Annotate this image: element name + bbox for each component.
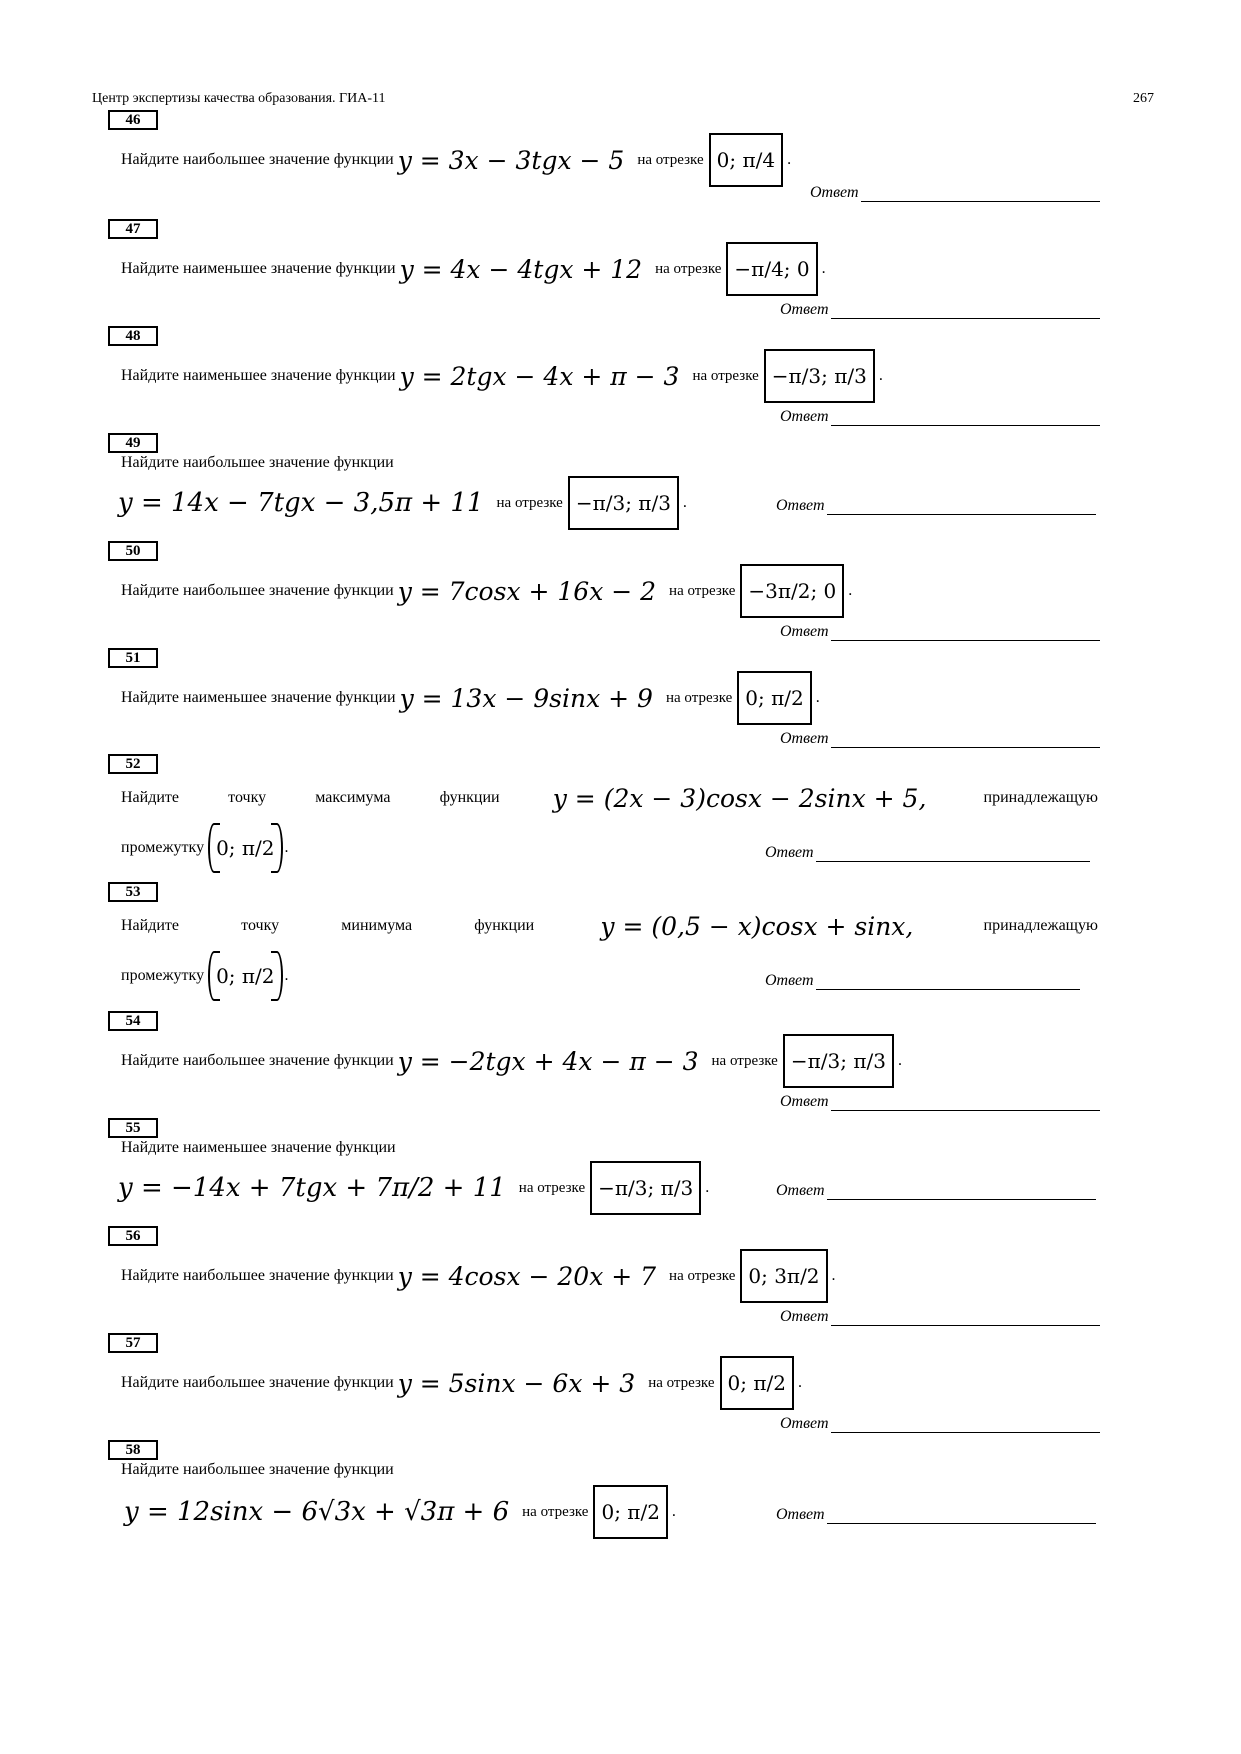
task-formula: y = 14x − 7tgx − 3,5π + 11 — [118, 488, 484, 518]
answer-field[interactable] — [780, 301, 1100, 319]
answer-label: Ответ — [780, 623, 829, 640]
task-number: 55 — [108, 1118, 158, 1138]
interval: −π/3; π/3 — [764, 349, 875, 403]
answer-label: Ответ — [780, 408, 829, 425]
word: функции — [474, 917, 535, 934]
task-formula: y = 4cosx − 20x + 7 — [397, 1261, 657, 1291]
task-formula: y = 2tgx − 4x + π − 3 — [399, 361, 680, 391]
task-56: 56 Найдите наибольшее значение функции y = 4cosx − 20x + 7 на отрезке 0; 3π/2 . Ответ — [108, 1226, 1100, 1326]
task-formula: y = (0,5 − x)cosx + sinx, — [600, 911, 914, 941]
task-number: 52 — [108, 754, 158, 774]
task-number: 58 — [108, 1440, 158, 1460]
page-number: 267 — [1133, 91, 1154, 106]
answer-line[interactable] — [831, 302, 1101, 319]
word: Найдите — [121, 789, 180, 806]
answer-line[interactable] — [827, 1507, 1097, 1524]
word: точку — [228, 789, 267, 806]
interval: 0; π/2 — [210, 823, 280, 873]
answer-label: Ответ — [765, 972, 814, 989]
answer-label: Ответ — [780, 730, 829, 747]
task-text: Найдите наибольшее значение функции — [121, 1374, 394, 1391]
answer-field[interactable] — [780, 1093, 1100, 1111]
word: точку — [241, 917, 280, 934]
answer-label: Ответ — [810, 184, 859, 201]
interval-word: промежутку — [121, 967, 205, 984]
interval: 0; π/2 — [720, 1356, 794, 1410]
task-number: 46 — [108, 110, 158, 130]
answer-label: Ответ — [780, 1415, 829, 1432]
task-formula: y = 5sinx − 6x + 3 — [397, 1368, 636, 1398]
page-header-title: Центр экспертизы качества образования. ГИА-11 — [92, 91, 386, 106]
task-text: Найдите наибольшее значение функции — [121, 454, 394, 471]
task-text: Найдите наибольшее значение функции — [121, 1267, 394, 1284]
interval: −3π/2; 0 — [740, 564, 844, 618]
word: функции — [439, 789, 500, 806]
answer-line[interactable] — [831, 1416, 1101, 1433]
answer-line[interactable] — [831, 731, 1101, 748]
task-text: Найдите наибольшее значение функции — [121, 1461, 394, 1478]
interval: −π/3; π/3 — [590, 1161, 701, 1215]
answer-label: Ответ — [776, 497, 825, 514]
answer-field[interactable] — [780, 730, 1100, 748]
word: максимума — [315, 789, 391, 806]
task-50: 50 Найдите наибольшее значение функции y = 7cosx + 16x − 2 на отрезке −3π/2; 0 . Ответ — [108, 541, 1100, 641]
answer-line[interactable] — [831, 1094, 1101, 1111]
interval: −π/4; 0 — [726, 242, 817, 296]
interval: 0; π/2 — [737, 671, 811, 725]
task-number: 54 — [108, 1011, 158, 1031]
segment-word: на отрезке — [692, 367, 759, 384]
task-formula: y = 4x − 4tgx + 12 — [399, 254, 643, 284]
answer-label: Ответ — [780, 301, 829, 318]
answer-line[interactable] — [831, 624, 1101, 641]
task-55: 55 Найдите наименьшее значение функции y = −14x + 7tgx + 7π/2 + 11 на отрезке −π/3; π/3 . Ответ — [108, 1118, 1100, 1218]
segment-word: на отрезке — [518, 1179, 586, 1196]
answer-field[interactable] — [780, 1308, 1100, 1326]
answer-label: Ответ — [776, 1506, 825, 1523]
answer-field[interactable] — [810, 184, 1100, 202]
segment-word: на отрезке — [669, 582, 736, 599]
task-53: 53 Найдите точку минимума функции y = (0,5 − x)cosx + sinx, принадлежащую промежутку 0; π/2 . Ответ — [108, 882, 1100, 1002]
task-formula: y = 12sinx − 6√3x + √3π + 6 — [124, 1497, 510, 1527]
answer-field[interactable] — [776, 497, 1096, 515]
answer-label: Ответ — [776, 1182, 825, 1199]
task-formula: y = 3x − 3tgx − 5 — [397, 145, 625, 175]
answer-field[interactable] — [776, 1182, 1096, 1200]
answer-field[interactable] — [780, 1415, 1100, 1433]
task-number: 50 — [108, 541, 158, 561]
task-formula: y = 7cosx + 16x − 2 — [397, 576, 657, 606]
task-formula: y = −2tgx + 4x − π − 3 — [397, 1046, 699, 1076]
task-formula: y = −14x + 7tgx + 7π/2 + 11 — [118, 1173, 506, 1203]
task-54: 54 Найдите наибольшее значение функции y = −2tgx + 4x − π − 3 на отрезке −π/3; π/3 . Ответ — [108, 1011, 1100, 1111]
segment-word: на отрезке — [711, 1052, 778, 1069]
task-text: Найдите наибольшее значение функции — [121, 1052, 394, 1069]
interval: 0; π/4 — [709, 133, 783, 187]
answer-line[interactable] — [831, 409, 1101, 426]
task-text: Найдите наименьшее значение функции — [121, 689, 396, 706]
task-48: 48 Найдите наименьшее значение функции y = 2tgx − 4x + π − 3 на отрезке −π/3; π/3 . Ответ — [108, 326, 1100, 426]
task-49: 49 Найдите наибольшее значение функции y = 14x − 7tgx − 3,5π + 11 на отрезке −π/3; π/3 . Ответ — [108, 433, 1100, 533]
answer-label: Ответ — [765, 844, 814, 861]
segment-word: на отрезке — [655, 260, 722, 277]
interval: −π/3; π/3 — [783, 1034, 894, 1088]
answer-field[interactable] — [780, 623, 1100, 641]
answer-field[interactable] — [765, 844, 1090, 862]
interval: 0; π/2 — [593, 1485, 667, 1539]
task-text: Найдите наименьшее значение функции — [121, 260, 396, 277]
answer-label: Ответ — [780, 1093, 829, 1110]
task-formula: y = (2x − 3)cosx − 2sinx + 5, — [552, 783, 927, 813]
word: принадлежащую — [983, 789, 1098, 806]
answer-line[interactable] — [816, 845, 1091, 862]
word: принадлежащую — [983, 917, 1098, 934]
segment-word: на отрезке — [648, 1374, 715, 1391]
answer-field[interactable] — [776, 1506, 1096, 1524]
word: Найдите — [121, 917, 180, 934]
task-text: Найдите наименьшее значение функции — [121, 367, 396, 384]
task-58: 58 Найдите наибольшее значение функции y = 12sinx − 6√3x + √3π + 6 на отрезке 0; π/2 . Ответ — [108, 1440, 1100, 1550]
interval: 0; 3π/2 — [740, 1249, 827, 1303]
answer-label: Ответ — [780, 1308, 829, 1325]
interval-word: промежутку — [121, 839, 205, 856]
task-51: 51 Найдите наименьшее значение функции y = 13x − 9sinx + 9 на отрезке 0; π/2 . Ответ — [108, 648, 1100, 748]
task-text: Найдите наибольшее значение функции — [121, 582, 394, 599]
task-number: 48 — [108, 326, 158, 346]
interval: 0; π/2 — [210, 951, 280, 1001]
task-number: 49 — [108, 433, 158, 453]
answer-line[interactable] — [827, 1183, 1097, 1200]
task-number: 53 — [108, 882, 158, 902]
answer-line[interactable] — [827, 498, 1097, 515]
segment-word: на отрезке — [522, 1503, 589, 1520]
task-formula: y = 13x − 9sinx + 9 — [399, 683, 653, 713]
task-text: Найдите наибольшее значение функции — [121, 151, 394, 168]
task-57: 57 Найдите наибольшее значение функции y = 5sinx − 6x + 3 на отрезке 0; π/2 . Ответ — [108, 1333, 1100, 1433]
task-number: 56 — [108, 1226, 158, 1246]
task-46: 46 Найдите наибольшее значение функции y = 3x − 3tgx − 5 на отрезке 0; π/4 . Ответ — [108, 110, 1100, 210]
segment-word: на отрезке — [669, 1267, 736, 1284]
segment-word: на отрезке — [496, 494, 563, 511]
interval: −π/3; π/3 — [568, 476, 679, 530]
task-number: 51 — [108, 648, 158, 668]
segment-word: на отрезке — [637, 151, 704, 168]
task-52: 52 Найдите точку максимума функции y = (2x − 3)cosx − 2sinx + 5, принадлежащую промежутку 0; π/2 . Ответ — [108, 754, 1100, 874]
task-47: 47 Найдите наименьшее значение функции y = 4x − 4tgx + 12 на отрезке −π/4; 0 . Ответ — [108, 219, 1100, 319]
task-number: 47 — [108, 219, 158, 239]
answer-field[interactable] — [765, 972, 1080, 990]
segment-word: на отрезке — [665, 689, 733, 706]
answer-line[interactable] — [861, 185, 1101, 202]
word: минимума — [341, 917, 413, 934]
task-text: Найдите наименьшее значение функции — [121, 1139, 396, 1156]
task-number: 57 — [108, 1333, 158, 1353]
answer-field[interactable] — [780, 408, 1100, 426]
answer-line[interactable] — [816, 973, 1081, 990]
answer-line[interactable] — [831, 1309, 1101, 1326]
